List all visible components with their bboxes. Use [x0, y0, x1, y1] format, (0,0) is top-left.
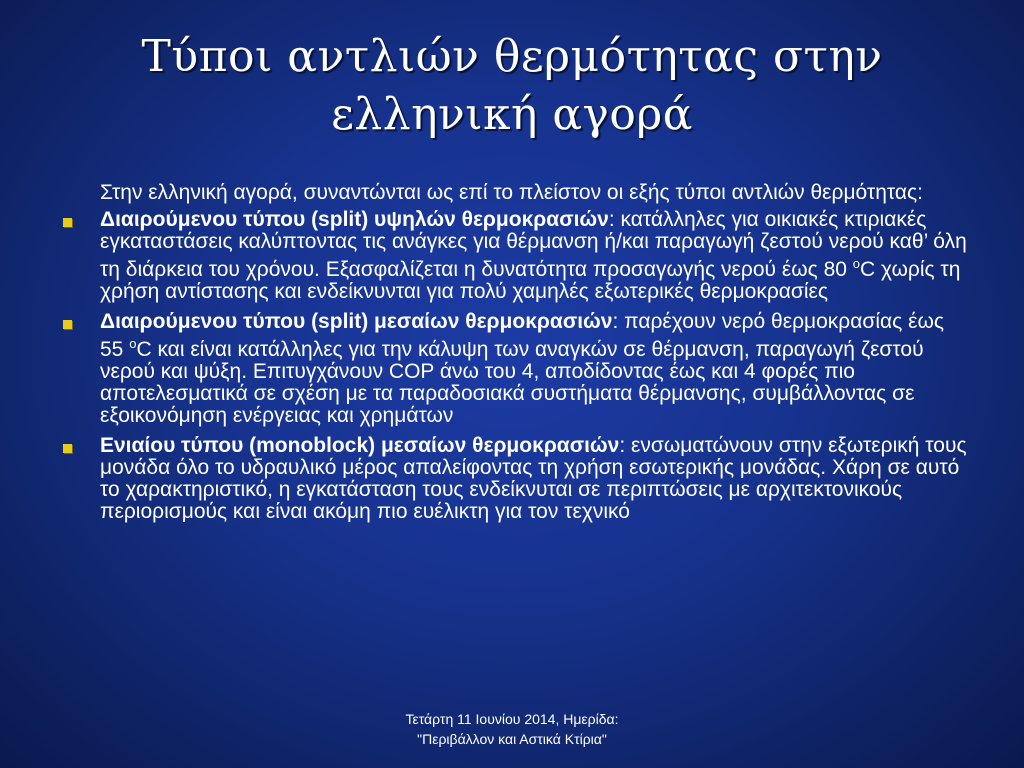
- degree-superscript: ο: [129, 336, 137, 351]
- slide-content: [100, 182, 970, 531]
- bullet-item: [100, 209, 970, 303]
- bullet-item: [100, 435, 970, 523]
- slide-title: Τύποι αντλιών θερμότητας στην ελληνική αγορά: [141, 31, 883, 140]
- bullet-heading: Διαιρούμενου τύπου (split) μεσαίων θερμοκρασιών: [100, 310, 613, 333]
- bullet-text: : κατάλληλες για οικιακές κτιριακές εγκαταστάσεις καλύπτοντας τις ανάγκες για θέρμανση ή/και παραγωγή ζεστού νερού καθ’ όλη τη διάρκεια του χρόνου. Εξασφαλίζεται η δυνατότητα προσαγωγής νερού έως 80: [100, 208, 967, 281]
- bullet-heading: Ενιαίου τύπου (monoblock) μεσαίων θερμοκρασιών: [100, 434, 620, 457]
- bullet-text: : παρέχουν νερό θερμοκρασίας έως 55: [100, 310, 944, 361]
- slide-footer: [312, 709, 712, 749]
- bullet-heading: Διαιρούμενου τύπου (split) υψηλών θερμοκρασιών: [100, 208, 609, 231]
- intro-text: Στην ελληνική αγορά, συναντώνται ως επί το πλείστον οι εξής τύποι αντλιών θερμότητας:: [100, 181, 923, 204]
- footer-date: Τετάρτη 11 Ιουνίου 2014, Ημερίδα:: [405, 711, 619, 727]
- square-bullet-icon: [63, 444, 72, 453]
- degree-superscript: ο: [852, 256, 861, 271]
- footer-event: "Περιβάλλον και Αστικά Κτίρια": [417, 731, 607, 747]
- square-bullet-icon: [63, 320, 72, 329]
- square-bullet-icon: [63, 218, 72, 227]
- bullet-text: : ενσωματώνουν στην εξωτερική τους μονάδα όλο το υδραυλικό μέρος απαλείφοντας τη χρήση εσωτερικής μονάδας. Χάρη σε αυτό το χαρακτηριστικό, η εγκατάσταση τους ενδείκνυται σε περιπτώσεις με αρχιτεκτονικούς περιορισμούς και είναι ακόμη πιο ευέλικτη για τον τεχνικό: [100, 434, 967, 523]
- bullet-text-continued: C χωρίς τη χρήση αντίστασης και ενδείκνυνται για πολύ χαμηλές εξωτερικές θερμοκρασίες: [100, 258, 961, 303]
- bullet-item: [100, 311, 970, 427]
- bullet-text-continued: C και είναι κατάλληλες για την κάλυψη των αναγκών σε θέρμανση, παραγωγή ζεστού νερού και ψύξη. Επιτυγχάνουν COP άνω του 4, αποδίδοντας έως και 4 φορές πιο αποτελεσματικά σε σχέση με τα παραδοσιακά συστήματα θέρμανσης, συμβάλλοντας σε εξοικονόμηση ενέργειας και χρημάτων: [100, 338, 924, 427]
